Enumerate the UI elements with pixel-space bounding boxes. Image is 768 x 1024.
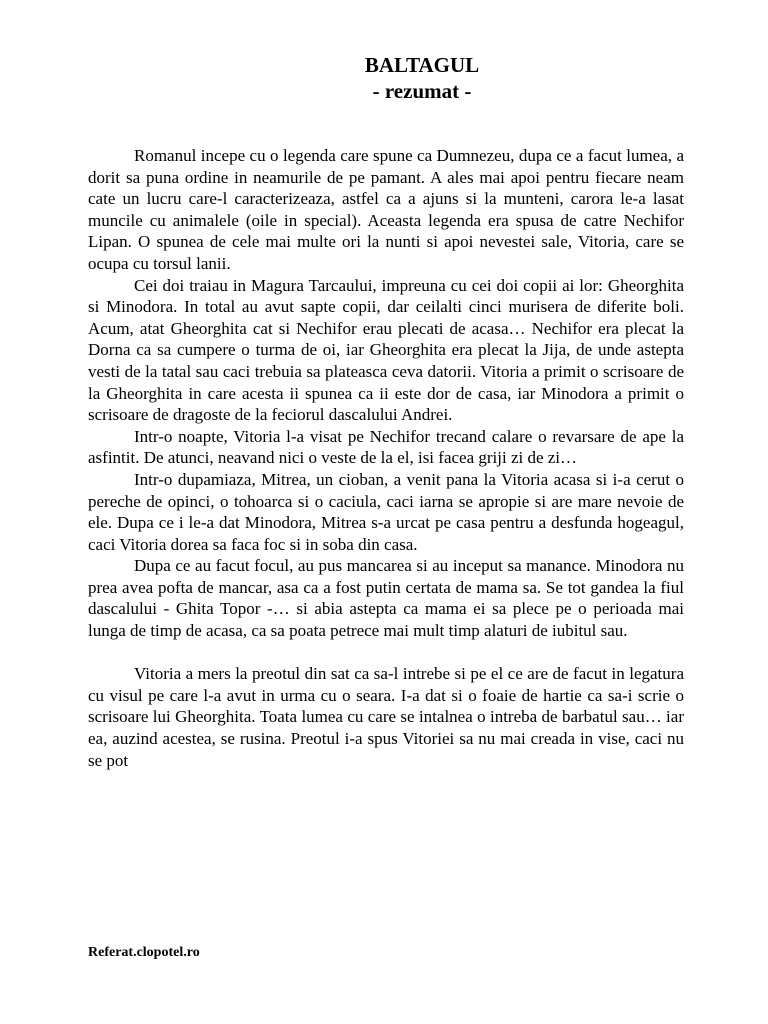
paragraph: Intr-o noapte, Vitoria l-a visat pe Nechifor trecand calare o revarsare de ape la asfintit. De atunci, neavand nici o veste de la el, isi facea griji zi de zi… — [88, 426, 684, 468]
footer-source: Referat.clopotel.ro — [88, 945, 200, 960]
paragraph: Vitoria a mers la preotul din sat ca sa-l intrebe si pe el ce are de facut in legatura cu visul pe care l-a avut in urma cu o seara. I-a dat si o foaie de hartie ca sa-i scrie o scrisoare lui Gheorghita. Toata lumea cu care se intalnea o intreba de barbatul sau… iar ea, auzind acestea, se rusina. Preotul i-a spus Vitoriei sa nu mai creada in vise, caci nu se pot — [88, 664, 684, 770]
document-title: BALTAGUL — [364, 53, 480, 77]
paragraph: Romanul incepe cu o legenda care spune ca Dumnezeu, dupa ce a facut lumea, a dorit sa puna ordine in neamurile de pe pamant. A ales mai apoi pentru fiecare neam cate un lucru care-l caracterizeaza, astfel ca a ajuns si la munteni, carora le-a lasat muncile cu animalele (oile in special). Aceasta legenda era spusa de catre Nechifor Lipan. O spunea de cele mai multe ori la nunti si apoi nevestei sale, Vitoria, care se ocupa cu torsul lanii. — [88, 146, 684, 273]
paragraph: Dupa ce au facut focul, au pus mancarea si au inceput sa manance. Minodora nu prea avea pofta de mancar, asa ca a fost putin certata de mama sa. Se tot gandea la fiul dascalului - Ghita Topor -… si abia astepta ca mama ei sa plece pe o perioada mai lunga de timp de acasa, ca sa poata petrece mai mult timp alaturi de iubitul sau. — [88, 556, 684, 641]
paragraph: Intr-o dupamiaza, Mitrea, un cioban, a venit pana la Vitoria acasa si i-a cerut o pereche de opinci, o tohoarca si o caciula, caci iarna se apropie si are mare nevoie de ele. Dupa ce i le-a dat Minodora, Mitrea s-a urcat pe casa pentru a desfunda hogeagul, caci Vitoria dorea sa faca foc si in soba din casa. — [88, 469, 684, 554]
document-body — [88, 145, 684, 771]
paragraph: Cei doi traiau in Magura Tarcaului, impreuna cu cei doi copii ai lor: Gheorghita si Minodora. In total au avut sapte copii, dar ceilalti cinci murisera de diferite boli. Acum, atat Gheorghita cat si Nechifor erau plecati de acasa… Nechifor era plecat la Dorna ca sa cumpere o turma de oi, iar Gheorghita era plecat la Jija, de unde astepta vesti de la tatal sau caci trebuia sa plateasca ceva datorii. Vitoria a primit o scrisoare de la Gheorghita in care acesta ii spunea ca ii este dor de casa, iar Minodora a primit o scrisoare de dragoste de la feciorul dascalului Andrei. — [88, 275, 684, 425]
document-subtitle: - rezumat - — [372, 79, 472, 103]
